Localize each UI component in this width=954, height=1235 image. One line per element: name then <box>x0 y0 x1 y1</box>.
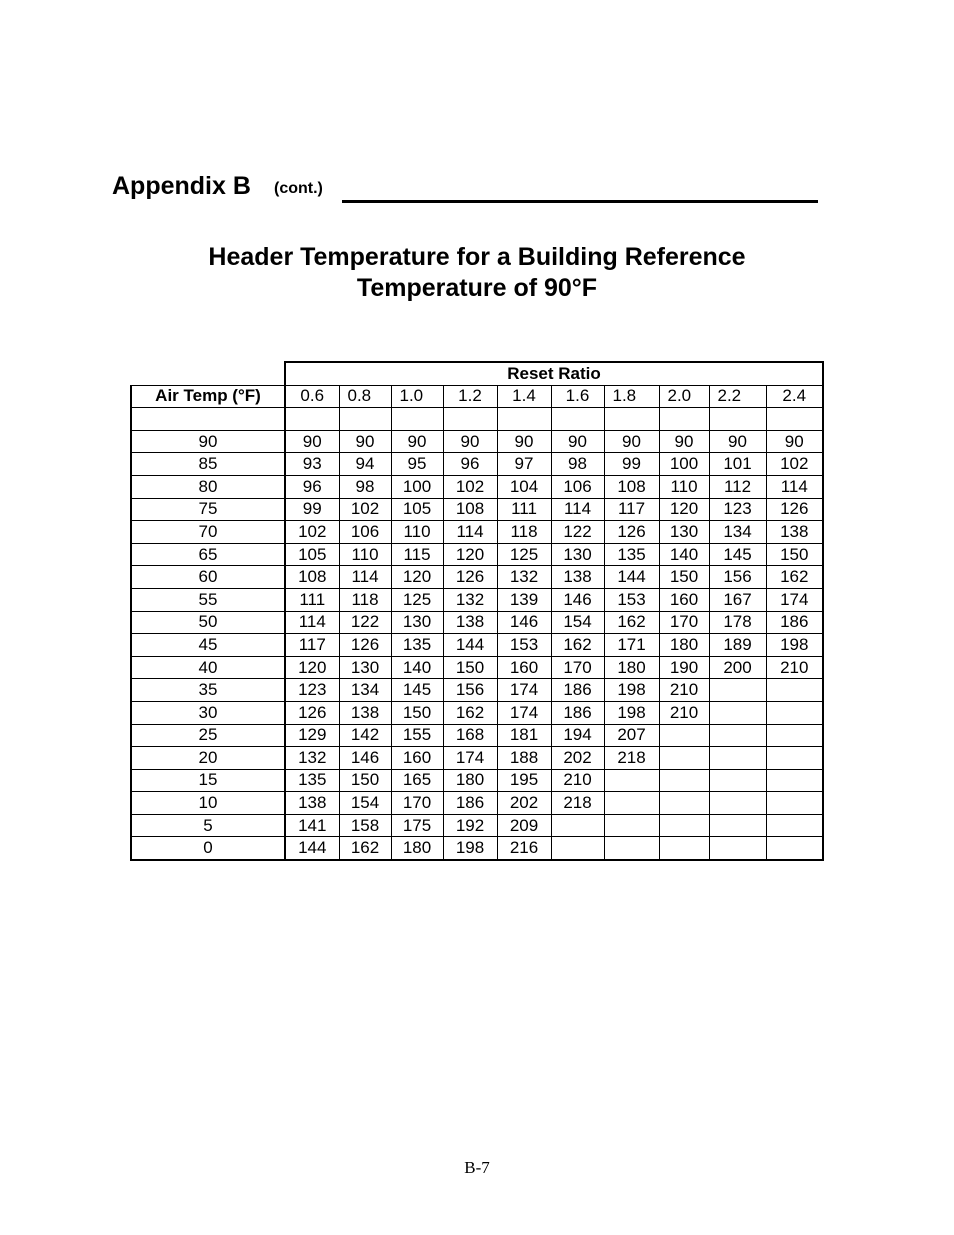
value-cell <box>659 747 709 770</box>
value-cell: 146 <box>339 747 391 770</box>
title-line-2: Temperature of 90°F <box>356 274 598 302</box>
value-cell: 102 <box>766 453 823 476</box>
ratio-header-cell: 1.6 <box>551 385 604 408</box>
value-cell: 202 <box>551 747 604 770</box>
table-row <box>131 792 823 815</box>
value-cell: 112 <box>709 475 766 498</box>
value-cell: 105 <box>391 498 443 521</box>
air-temp-cell: 70 <box>131 521 285 544</box>
table-row <box>131 747 823 770</box>
value-cell: 90 <box>709 430 766 453</box>
value-cell: 140 <box>659 543 709 566</box>
value-cell: 198 <box>604 701 659 724</box>
air-temp-cell: 50 <box>131 611 285 634</box>
value-cell: 122 <box>339 611 391 634</box>
value-cell: 168 <box>443 724 497 747</box>
value-cell: 138 <box>551 566 604 589</box>
value-cell: 162 <box>443 701 497 724</box>
value-cell: 200 <box>709 656 766 679</box>
value-cell: 96 <box>285 475 339 498</box>
table-row <box>131 498 823 521</box>
column-header-row <box>131 385 823 408</box>
value-cell: 126 <box>443 566 497 589</box>
air-temp-header: Air Temp (°F) <box>131 385 285 408</box>
value-cell: 102 <box>285 521 339 544</box>
air-temp-cell: 40 <box>131 656 285 679</box>
value-cell: 108 <box>285 566 339 589</box>
value-cell: 198 <box>766 634 823 657</box>
table-row <box>131 543 823 566</box>
value-cell: 186 <box>443 792 497 815</box>
value-cell: 132 <box>285 747 339 770</box>
value-cell: 126 <box>766 498 823 521</box>
value-cell: 180 <box>443 769 497 792</box>
value-cell: 142 <box>339 724 391 747</box>
value-cell: 138 <box>285 792 339 815</box>
table-row <box>131 453 823 476</box>
value-cell: 186 <box>551 679 604 702</box>
value-cell: 126 <box>339 634 391 657</box>
value-cell: 120 <box>443 543 497 566</box>
title-line-1: Header Temperature for a Building Reference <box>208 243 746 271</box>
value-cell <box>709 814 766 837</box>
value-cell <box>709 724 766 747</box>
value-cell: 111 <box>285 588 339 611</box>
value-cell: 160 <box>497 656 551 679</box>
table-row <box>131 521 823 544</box>
blank-corner-cell <box>131 362 285 385</box>
value-cell: 118 <box>339 588 391 611</box>
value-cell <box>551 837 604 860</box>
value-cell: 135 <box>391 634 443 657</box>
empty-cell <box>497 408 551 431</box>
value-cell: 144 <box>285 837 339 860</box>
value-cell: 174 <box>443 747 497 770</box>
value-cell: 146 <box>551 588 604 611</box>
ratio-header-cell: 1.4 <box>497 385 551 408</box>
value-cell <box>709 769 766 792</box>
air-temp-cell: 30 <box>131 701 285 724</box>
value-cell: 171 <box>604 634 659 657</box>
value-cell: 190 <box>659 656 709 679</box>
group-header-row <box>131 362 823 385</box>
value-cell: 97 <box>497 453 551 476</box>
value-cell: 210 <box>659 679 709 702</box>
value-cell: 96 <box>443 453 497 476</box>
value-cell <box>659 837 709 860</box>
value-cell: 114 <box>766 475 823 498</box>
value-cell: 100 <box>391 475 443 498</box>
value-cell: 162 <box>766 566 823 589</box>
value-cell: 132 <box>497 566 551 589</box>
value-cell: 114 <box>443 521 497 544</box>
empty-cell <box>551 408 604 431</box>
value-cell: 134 <box>709 521 766 544</box>
value-cell: 139 <box>497 588 551 611</box>
value-cell: 180 <box>391 837 443 860</box>
air-temp-cell: 90 <box>131 430 285 453</box>
value-cell: 90 <box>443 430 497 453</box>
value-cell: 145 <box>391 679 443 702</box>
air-temp-cell: 85 <box>131 453 285 476</box>
value-cell: 210 <box>659 701 709 724</box>
table-row <box>131 430 823 453</box>
value-cell: 95 <box>391 453 443 476</box>
value-cell: 158 <box>339 814 391 837</box>
value-cell: 102 <box>339 498 391 521</box>
page-number: B-7 <box>464 1158 490 1177</box>
table-row <box>131 634 823 657</box>
value-cell <box>766 724 823 747</box>
empty-cell <box>131 408 285 431</box>
value-cell: 114 <box>339 566 391 589</box>
value-cell: 126 <box>285 701 339 724</box>
air-temp-cell: 65 <box>131 543 285 566</box>
air-temp-cell: 0 <box>131 837 285 860</box>
value-cell: 90 <box>604 430 659 453</box>
value-cell: 98 <box>339 475 391 498</box>
value-cell: 120 <box>285 656 339 679</box>
air-temp-cell: 15 <box>131 769 285 792</box>
value-cell: 141 <box>285 814 339 837</box>
value-cell: 160 <box>391 747 443 770</box>
value-cell: 165 <box>391 769 443 792</box>
value-cell: 218 <box>604 747 659 770</box>
spacer-row <box>131 408 823 431</box>
value-cell: 155 <box>391 724 443 747</box>
value-cell: 156 <box>443 679 497 702</box>
value-cell <box>766 679 823 702</box>
value-cell: 108 <box>443 498 497 521</box>
ratio-header-cell: 0.8 <box>339 385 391 408</box>
value-cell: 144 <box>443 634 497 657</box>
value-cell: 90 <box>391 430 443 453</box>
page-title <box>0 242 954 304</box>
value-cell: 167 <box>709 588 766 611</box>
value-cell: 170 <box>659 611 709 634</box>
value-cell: 154 <box>551 611 604 634</box>
value-cell <box>766 792 823 815</box>
value-cell: 130 <box>659 521 709 544</box>
value-cell: 218 <box>551 792 604 815</box>
value-cell <box>604 769 659 792</box>
value-cell: 120 <box>391 566 443 589</box>
value-cell: 117 <box>285 634 339 657</box>
table-row <box>131 611 823 634</box>
value-cell: 98 <box>551 453 604 476</box>
empty-cell <box>443 408 497 431</box>
value-cell <box>766 837 823 860</box>
value-cell: 114 <box>285 611 339 634</box>
value-cell: 216 <box>497 837 551 860</box>
value-cell <box>766 769 823 792</box>
value-cell <box>766 747 823 770</box>
air-temp-cell: 45 <box>131 634 285 657</box>
value-cell: 188 <box>497 747 551 770</box>
value-cell: 90 <box>659 430 709 453</box>
value-cell: 120 <box>659 498 709 521</box>
value-cell: 102 <box>443 475 497 498</box>
value-cell: 170 <box>551 656 604 679</box>
value-cell: 118 <box>497 521 551 544</box>
ratio-header-cell: 2.2 <box>709 385 766 408</box>
value-cell: 198 <box>604 679 659 702</box>
header-temperature-table <box>130 361 824 861</box>
value-cell: 99 <box>604 453 659 476</box>
value-cell <box>766 701 823 724</box>
value-cell <box>551 814 604 837</box>
air-temp-cell: 35 <box>131 679 285 702</box>
value-cell: 170 <box>391 792 443 815</box>
value-cell: 90 <box>285 430 339 453</box>
value-cell <box>709 837 766 860</box>
value-cell: 90 <box>497 430 551 453</box>
value-cell: 153 <box>497 634 551 657</box>
table-row <box>131 814 823 837</box>
value-cell <box>604 792 659 815</box>
value-cell: 150 <box>659 566 709 589</box>
value-cell <box>709 747 766 770</box>
empty-cell <box>604 408 659 431</box>
ratio-header-cell: 0.6 <box>285 385 339 408</box>
empty-cell <box>659 408 709 431</box>
value-cell: 132 <box>443 588 497 611</box>
air-temp-cell: 10 <box>131 792 285 815</box>
ratio-header-cell: 2.0 <box>659 385 709 408</box>
value-cell: 110 <box>339 543 391 566</box>
value-cell: 175 <box>391 814 443 837</box>
value-cell <box>604 837 659 860</box>
value-cell: 156 <box>709 566 766 589</box>
value-cell: 129 <box>285 724 339 747</box>
value-cell: 125 <box>497 543 551 566</box>
empty-cell <box>766 408 823 431</box>
value-cell <box>659 769 709 792</box>
value-cell: 181 <box>497 724 551 747</box>
value-cell: 154 <box>339 792 391 815</box>
value-cell: 162 <box>604 611 659 634</box>
value-cell: 153 <box>604 588 659 611</box>
value-cell: 150 <box>766 543 823 566</box>
value-cell: 180 <box>659 634 709 657</box>
air-temp-cell: 25 <box>131 724 285 747</box>
air-temp-cell: 75 <box>131 498 285 521</box>
value-cell: 117 <box>604 498 659 521</box>
value-cell: 126 <box>604 521 659 544</box>
value-cell: 93 <box>285 453 339 476</box>
value-cell: 104 <box>497 475 551 498</box>
value-cell: 209 <box>497 814 551 837</box>
reset-ratio-header: Reset Ratio <box>285 362 823 385</box>
value-cell: 90 <box>551 430 604 453</box>
value-cell: 150 <box>391 701 443 724</box>
value-cell: 106 <box>339 521 391 544</box>
value-cell: 195 <box>497 769 551 792</box>
value-cell: 134 <box>339 679 391 702</box>
heading-rule <box>342 200 818 203</box>
value-cell: 106 <box>551 475 604 498</box>
value-cell <box>659 792 709 815</box>
table-row <box>131 656 823 679</box>
table-row <box>131 769 823 792</box>
table-row <box>131 701 823 724</box>
value-cell <box>709 679 766 702</box>
air-temp-cell: 55 <box>131 588 285 611</box>
value-cell: 130 <box>339 656 391 679</box>
value-cell: 189 <box>709 634 766 657</box>
value-cell: 110 <box>391 521 443 544</box>
value-cell: 130 <box>391 611 443 634</box>
value-cell: 105 <box>285 543 339 566</box>
value-cell: 90 <box>339 430 391 453</box>
value-cell: 94 <box>339 453 391 476</box>
value-cell: 125 <box>391 588 443 611</box>
value-cell: 146 <box>497 611 551 634</box>
ratio-header-cell: 1.0 <box>391 385 443 408</box>
empty-cell <box>391 408 443 431</box>
value-cell <box>709 701 766 724</box>
value-cell: 174 <box>766 588 823 611</box>
table-row <box>131 679 823 702</box>
value-cell: 111 <box>497 498 551 521</box>
value-cell: 138 <box>766 521 823 544</box>
appendix-heading <box>112 170 822 206</box>
value-cell <box>709 792 766 815</box>
value-cell: 123 <box>709 498 766 521</box>
value-cell: 144 <box>604 566 659 589</box>
value-cell: 135 <box>604 543 659 566</box>
value-cell: 202 <box>497 792 551 815</box>
air-temp-cell: 20 <box>131 747 285 770</box>
value-cell: 123 <box>285 679 339 702</box>
value-cell: 174 <box>497 701 551 724</box>
air-temp-cell: 60 <box>131 566 285 589</box>
value-cell: 198 <box>443 837 497 860</box>
value-cell: 180 <box>604 656 659 679</box>
appendix-title: Appendix B <box>112 172 251 200</box>
value-cell: 192 <box>443 814 497 837</box>
value-cell: 162 <box>551 634 604 657</box>
value-cell <box>659 814 709 837</box>
value-cell: 210 <box>766 656 823 679</box>
table-row <box>131 588 823 611</box>
value-cell: 101 <box>709 453 766 476</box>
value-cell: 207 <box>604 724 659 747</box>
value-cell: 186 <box>766 611 823 634</box>
empty-cell <box>709 408 766 431</box>
value-cell: 150 <box>443 656 497 679</box>
value-cell: 122 <box>551 521 604 544</box>
value-cell: 194 <box>551 724 604 747</box>
value-cell: 160 <box>659 588 709 611</box>
value-cell: 145 <box>709 543 766 566</box>
value-cell: 178 <box>709 611 766 634</box>
table-row <box>131 724 823 747</box>
value-cell: 99 <box>285 498 339 521</box>
value-cell: 114 <box>551 498 604 521</box>
value-cell: 186 <box>551 701 604 724</box>
value-cell <box>766 814 823 837</box>
value-cell: 135 <box>285 769 339 792</box>
value-cell: 174 <box>497 679 551 702</box>
value-cell: 90 <box>766 430 823 453</box>
ratio-header-cell: 1.8 <box>604 385 659 408</box>
table-row <box>131 566 823 589</box>
table-row <box>131 837 823 860</box>
value-cell: 138 <box>443 611 497 634</box>
value-cell: 140 <box>391 656 443 679</box>
table-row <box>131 475 823 498</box>
appendix-cont-label: (cont.) <box>274 180 323 197</box>
ratio-header-cell: 1.2 <box>443 385 497 408</box>
air-temp-cell: 80 <box>131 475 285 498</box>
value-cell: 138 <box>339 701 391 724</box>
empty-cell <box>339 408 391 431</box>
value-cell: 130 <box>551 543 604 566</box>
value-cell: 150 <box>339 769 391 792</box>
value-cell: 210 <box>551 769 604 792</box>
empty-cell <box>285 408 339 431</box>
air-temp-cell: 5 <box>131 814 285 837</box>
value-cell <box>659 724 709 747</box>
value-cell: 108 <box>604 475 659 498</box>
value-cell: 162 <box>339 837 391 860</box>
value-cell <box>604 814 659 837</box>
value-cell: 110 <box>659 475 709 498</box>
value-cell: 100 <box>659 453 709 476</box>
value-cell: 115 <box>391 543 443 566</box>
ratio-header-cell: 2.4 <box>766 385 823 408</box>
